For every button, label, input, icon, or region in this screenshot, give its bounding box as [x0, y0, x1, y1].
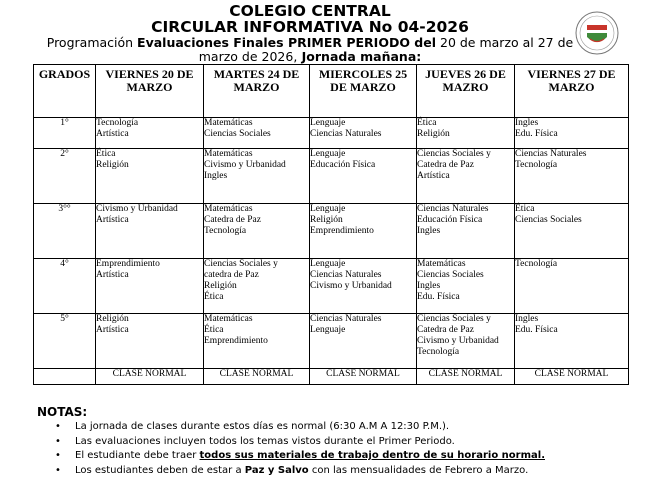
subject-name: Edu. Física — [515, 129, 558, 139]
subject-name: Religión — [417, 129, 450, 139]
subject-cell — [515, 259, 629, 314]
subject-name: Tecnología — [515, 259, 558, 269]
subject-name: Matemáticas — [204, 314, 253, 324]
subject-name: Matemáticas — [204, 204, 253, 214]
header-row — [34, 65, 629, 118]
subject-name: Ciencias Sociales y — [417, 149, 491, 159]
subject-name: Artística — [96, 325, 129, 335]
table-row — [34, 314, 629, 369]
circular-title: CIRCULAR INFORMATIVA No 04-2026 — [151, 18, 469, 36]
intro-dates-1: 20 de marzo al 27 de — [436, 35, 574, 50]
subject-name: Ciencias Sociales y — [204, 259, 278, 269]
table-row — [34, 204, 629, 259]
subject-name: Ética — [417, 118, 437, 128]
note-item: • Los estudiantes deben de estar a Paz y Salvo con las mensualidades de Febrero a Marzo. — [55, 464, 529, 476]
grade-cell: 3°° — [34, 204, 96, 259]
note-item: • Las evaluaciones incluyen todos los temas vistos durante el Primer Periodo. — [55, 435, 455, 447]
subject-name: catedra de Paz — [204, 270, 259, 280]
subject-name: Catedra de Paz — [417, 160, 474, 170]
subject-name: Artística — [96, 129, 129, 139]
subject-name: Ciencias Sociales y — [417, 314, 491, 324]
day-header: MARTES 24 DE MARZO — [204, 65, 310, 118]
grade-cell: 4° — [34, 259, 96, 314]
subject-cell — [310, 149, 417, 204]
subject-cell — [310, 259, 417, 314]
subject-name: Edu. Física — [515, 325, 558, 335]
subject-cell — [417, 259, 515, 314]
subject-name: Ciencias Naturales — [310, 270, 382, 280]
intro-jornada: Jornada mañana: — [297, 49, 422, 64]
subject-cell — [204, 259, 310, 314]
table-row — [34, 118, 629, 149]
footer-blank — [34, 369, 96, 385]
subject-name: Catedra de Paz — [204, 215, 261, 225]
day-header: VIERNES 20 DE MARZO — [96, 65, 204, 118]
schedule-table — [33, 64, 629, 385]
subject-name: Religión — [310, 215, 343, 225]
subject-name: Educación Física — [417, 215, 483, 225]
subject-name: Artística — [417, 171, 450, 181]
table-row — [34, 259, 629, 314]
day-header: JUEVES 26 DE MAZRO — [417, 65, 515, 118]
subject-name: Civismo y Urbanidad — [204, 160, 286, 170]
subject-name: Tecnología — [204, 226, 247, 236]
subject-cell — [204, 314, 310, 369]
subject-name: Tecnología — [515, 160, 558, 170]
note-item: • El estudiante debe traer todos sus materiales de trabajo dentro de su horario normal. — [55, 450, 545, 461]
subject-name: Ciencias Naturales — [515, 149, 587, 159]
subject-name: Artística — [96, 270, 129, 280]
subject-cell — [417, 314, 515, 369]
subject-cell — [515, 204, 629, 259]
grade-cell: 1° — [34, 118, 96, 149]
subject-name: Ciencias Naturales — [310, 129, 382, 139]
note-item: • La jornada de clases durante estos días es normal (6:30 A.M A 12:30 P.M.). — [55, 421, 450, 432]
subject-name: Matemáticas — [204, 149, 253, 159]
table-row — [34, 149, 629, 204]
subject-name: Emprendimiento — [96, 259, 160, 269]
notes-title: NOTAS: — [37, 405, 88, 419]
subject-name: Ingles — [417, 281, 441, 291]
subject-cell — [96, 314, 204, 369]
subject-cell — [204, 118, 310, 149]
footer-cell: CLASE NORMAL — [204, 369, 310, 385]
footer-cell: CLASE NORMAL — [417, 369, 515, 385]
day-header: VIERNES 27 DE MARZO — [515, 65, 629, 118]
subject-name: Religión — [96, 160, 129, 170]
subject-cell — [204, 204, 310, 259]
subject-name: Civismo y Urbanidad — [96, 204, 178, 214]
footer-cell: CLASE NORMAL — [310, 369, 417, 385]
subject-name: Religión — [96, 314, 129, 324]
subject-name: Ciencias Naturales — [417, 204, 489, 214]
subject-name: Ética — [96, 149, 116, 159]
subject-cell — [96, 204, 204, 259]
subject-name: Ingles — [515, 314, 539, 324]
subject-name: Matemáticas — [204, 118, 253, 128]
subject-name: Edu. Física — [417, 292, 460, 302]
footer-row — [34, 369, 629, 385]
subject-name: Ciencias Sociales — [417, 270, 484, 280]
intro-dates-2: marzo de 2026, — [198, 49, 298, 64]
subject-name: Tecnología — [417, 347, 460, 357]
subject-name: Civismo y Urbanidad — [417, 336, 499, 346]
subject-name: Religión — [204, 281, 237, 291]
subject-cell — [515, 149, 629, 204]
notes-list — [55, 420, 545, 478]
subject-name: Lenguaje — [310, 259, 346, 269]
subject-cell — [310, 204, 417, 259]
intro-bold: Evaluaciones Finales PRIMER PERIODO del — [137, 35, 437, 50]
subject-cell — [515, 118, 629, 149]
subject-name: Ingles — [515, 118, 539, 128]
subject-cell — [96, 149, 204, 204]
footer-cell: CLASE NORMAL — [515, 369, 629, 385]
school-shield-logo — [575, 11, 619, 55]
subject-name: Artística — [96, 215, 129, 225]
subject-name: Ética — [515, 204, 535, 214]
intro-prefix: Programación — [46, 35, 138, 50]
subject-cell — [417, 118, 515, 149]
grade-cell: 2° — [34, 149, 96, 204]
subject-cell — [204, 149, 310, 204]
subject-name: Lenguaje — [310, 118, 346, 128]
subject-name: Catedra de Paz — [417, 325, 474, 335]
subject-cell — [96, 118, 204, 149]
footer-cell: CLASE NORMAL — [96, 369, 204, 385]
subject-cell — [310, 314, 417, 369]
grade-cell: 5° — [34, 314, 96, 369]
subject-name: Civismo y Urbanidad — [310, 281, 392, 291]
subject-name: Matemáticas — [417, 259, 466, 269]
subject-name: Educación Física — [310, 160, 376, 170]
subject-name: Emprendimiento — [204, 336, 268, 346]
subject-name: Tecnología — [96, 118, 139, 128]
subject-name: Lenguaje — [310, 149, 346, 159]
subject-name: Ética — [204, 325, 224, 335]
subject-cell — [310, 118, 417, 149]
subject-cell — [417, 149, 515, 204]
subject-name: Ética — [204, 292, 224, 302]
subject-name: Lenguaje — [310, 204, 346, 214]
subject-name: Emprendimiento — [310, 226, 374, 236]
school-name: COLEGIO CENTRAL — [229, 2, 391, 20]
subject-name: Ciencias Naturales — [310, 314, 382, 324]
subject-name: Ciencias Sociales — [515, 215, 582, 225]
day-header: MIERCOLES 25 DE MARZO — [310, 65, 417, 118]
subject-cell — [96, 259, 204, 314]
subject-cell — [515, 314, 629, 369]
subject-name: Lenguaje — [310, 325, 346, 335]
subject-cell — [417, 204, 515, 259]
subject-name: Ingles — [204, 171, 228, 181]
subject-name: Ciencias Sociales — [204, 129, 271, 139]
corner-header: GRADOS — [34, 65, 96, 118]
subject-name: Ingles — [417, 226, 441, 236]
circular-intro — [40, 36, 580, 64]
